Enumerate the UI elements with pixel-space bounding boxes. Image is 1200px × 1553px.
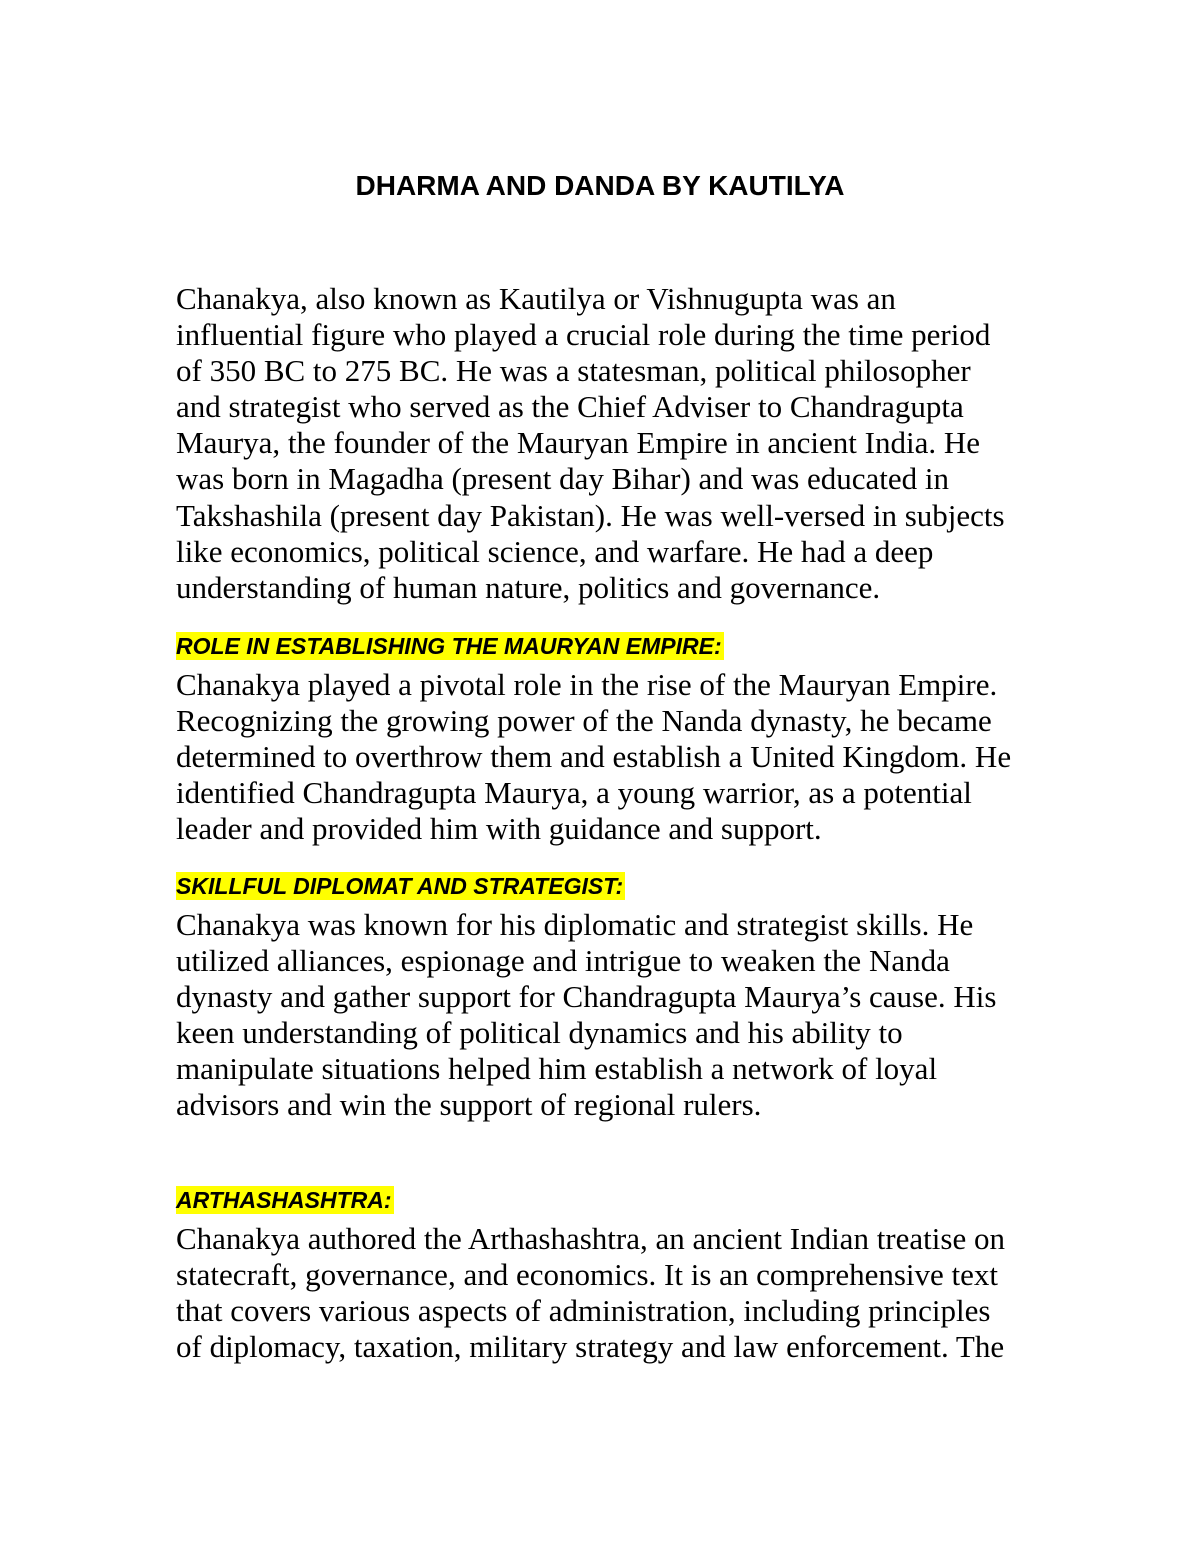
paragraph-line: Chanakya, also known as Kautilya or Vishnugupta was an bbox=[176, 281, 896, 316]
paragraph-line: leader and provided him with guidance and support. bbox=[176, 811, 822, 847]
paragraph-line: manipulate situations helped him establish a network of loyal bbox=[176, 1051, 938, 1087]
paragraph-line: advisors and win the support of regional rulers. bbox=[176, 1087, 762, 1123]
paragraph-line: influential figure who played a crucial role during the time period bbox=[176, 317, 991, 353]
paragraph-line: and strategist who served as the Chief Adviser to Chandragupta bbox=[176, 389, 964, 425]
paragraph-line: Maurya, the founder of the Mauryan Empire in ancient India. He bbox=[176, 425, 980, 461]
highlighted-heading-text: SKILLFUL DIPLOMAT AND STRATEGIST: bbox=[176, 873, 624, 899]
highlighted-heading-text: ARTHASHASHTRA: bbox=[176, 1187, 392, 1213]
paragraph-line: was born in Magadha (present day Bihar) and was educated in bbox=[176, 461, 950, 497]
paragraph-line: utilized alliances, espionage and intrigue to weaken the Nanda bbox=[176, 943, 950, 979]
section-heading-arthashashtra bbox=[176, 1186, 394, 1214]
paragraph-line: determined to overthrow them and establish a United Kingdom. He bbox=[176, 739, 1012, 775]
paragraph-line: understanding of human nature, politics and governance. bbox=[176, 569, 881, 605]
paragraph-line: of 350 BC to 275 BC. He was a statesman, political philosopher bbox=[176, 353, 971, 389]
paragraph-line: Recognizing the growing power of the Nanda dynasty, he became bbox=[176, 703, 992, 739]
section-paragraph-arthashashtra bbox=[176, 1221, 1036, 1365]
paragraph-line: identified Chandragupta Maurya, a young warrior, as a potential bbox=[176, 775, 972, 811]
section-heading-diplomat bbox=[176, 872, 625, 900]
section-paragraph-mauryan-empire bbox=[176, 667, 1036, 847]
paragraph-line: of diplomacy, taxation, military strategy and law enforcement. The bbox=[176, 1329, 1005, 1365]
paragraph-line: that covers various aspects of administration, including principles bbox=[176, 1293, 991, 1329]
section-heading-mauryan-empire bbox=[176, 632, 724, 660]
paragraph-line: Takshashila (present day Pakistan). He was well-versed in subjects bbox=[176, 497, 1005, 533]
paragraph-line: Chanakya played a pivotal role in the rise of the Mauryan Empire. bbox=[176, 667, 998, 702]
paragraph-line: Chanakya authored the Arthashashtra, an ancient Indian treatise on bbox=[176, 1221, 1005, 1256]
paragraph-line: keen understanding of political dynamics and his ability to bbox=[176, 1015, 903, 1051]
paragraph-line: like economics, political science, and warfare. He had a deep bbox=[176, 533, 934, 569]
document-title: DHARMA AND DANDA BY KAUTILYA bbox=[355, 170, 845, 201]
paragraph-line: dynasty and gather support for Chandragupta Maurya’s cause. His bbox=[176, 979, 997, 1015]
intro-paragraph bbox=[176, 281, 1036, 606]
paragraph-line: Chanakya was known for his diplomatic and strategist skills. He bbox=[176, 907, 974, 942]
highlighted-heading-text: ROLE IN ESTABLISHING THE MAURYAN EMPIRE: bbox=[176, 633, 722, 659]
section-paragraph-diplomat bbox=[176, 907, 1036, 1124]
paragraph-line: statecraft, governance, and economics. It is an comprehensive text bbox=[176, 1257, 999, 1293]
